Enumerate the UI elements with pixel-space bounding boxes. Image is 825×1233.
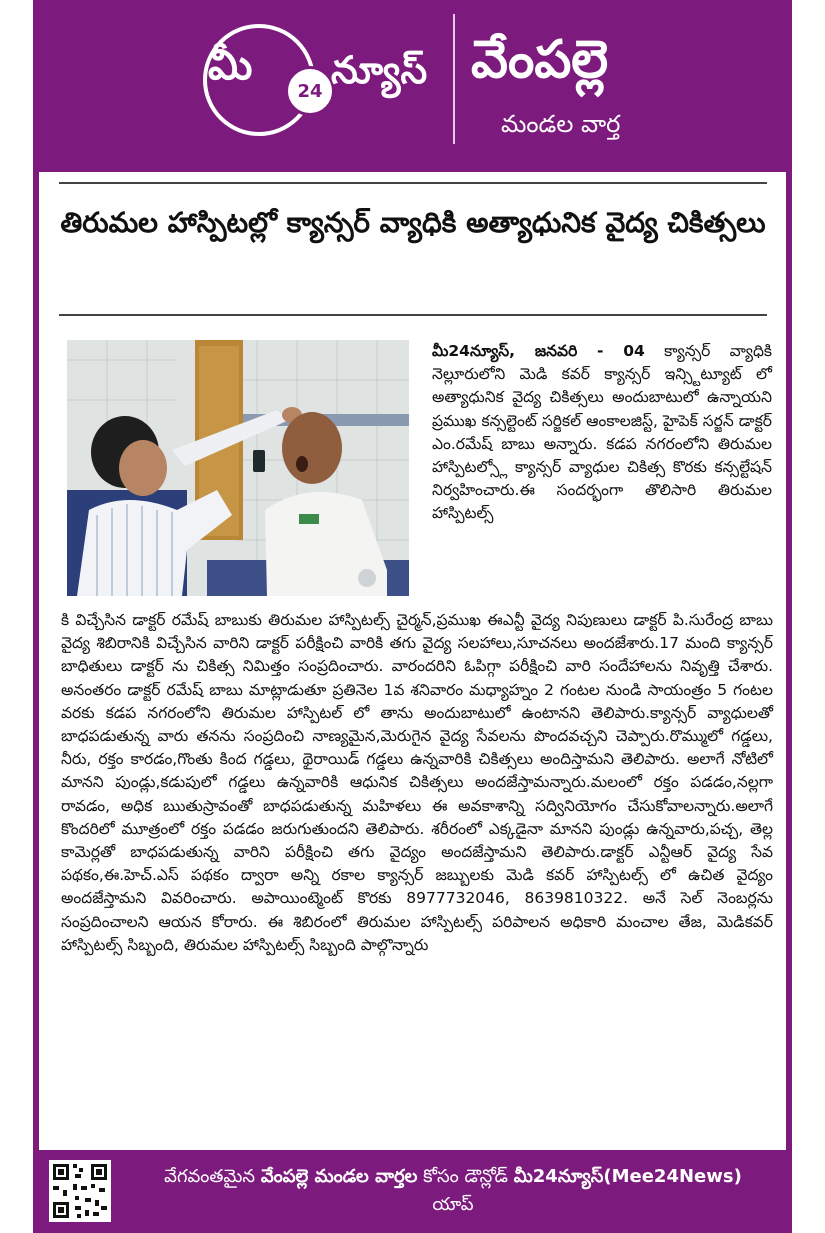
footer-bold-mandal: వేంపల్లె మండల వార్తల — [260, 1166, 418, 1187]
article-body-paragraph: కి విచ్చేసిన డాక్టర్ రమేష్ బాబుకు తిరుమల హాస్పిటల్స్ చైర్మన్,ప్రముఖ ఈఎన్టీ వైద్య నిపుణులు డాక్టర్ పి.సురేంద్ర బాబు వైద్య శిబిరానికి విచ్చేసిన వారిని డాక్టర్ పరీక్షించి వారికి తగు వైద్య సలహాలు,సూచనలు అందజేశారు.17 మంది క్యాన్సర్ బాధితులు డాక్టర్ ను చికిత్స నిమిత్తం సంప్రదించారు. వారందరిని ఓపిగ్గా పరీక్షించి వారి సందేహాలను నివృత్తి చేశారు. అనంతరం డాక్టర్ రమేష్ బాబు మాట్లాడుతూ ప్రతినెల 1వ శనివారం మధ్యాహ్నం 2 గంటల నుండి సాయంత్రం 5 గంటల వరకు కడప నగరంలోని తిరుమల హాస్పిటల్ లో తాను అందుబాటులో ఉంటానని తెలిపారు.క్యాన్సర్ వ్యాధులతో బాధపడుతున్న వారు తనను సంప్రదించి నాణ్యమైన,మెరుగైన వైద్య సేవలను పొందవచ్చని చెప్పారు.రొమ్ములో గడ్డలు, నీరు, రక్తం కారడం,గొంతు కింద గడ్డలు, థైరాయిడ్ గడ్డలు ఉన్నవారికి చికిత్సలు అందిస్తామని తెలిపారు. అలాగే నోటిలో మానని పుండ్లు,కడుపులో గడ్డలు ఉన్నవారికి ఆధునిక చికిత్సలు అందజేస్తామన్నారు.మలంలో రక్తం పడడం,నల్లగా రావడం, అధిక ఋతుస్రావంతో బాధపడుతున్న మహిళలు ఈ అవకాశాన్ని సద్వినియోగం చేసుకోవాలన్నారు.అలాగే కొందరిలో మూత్రంలో రక్తం పడడం జరుగుతుందని తెలిపారు. శరీరంలో ఎక్కడైనా మానని పుండ్లు ఉన్నవారు,పచ్చ, తెల్ల కామెర్లతో బాధపడుతున్న వారిని పరీక్షించి తగు వైద్యం అందజేస్తామని తెలిపారు.డాక్టర్ ఎన్టీఆర్ వైద్య సేవ పథకం,ఈ.హెచ్.ఎస్ పథకం ద్వారా అన్ని రకాల క్యాన్సర్ జబ్బులకు మెడి కవర్ హాస్పిటల్స్ లో ఉచిత వైద్యం అందజేస్తామని వివరించారు. అపాయింట్మెంట్ కొరకు 8977732046, 8639810322. అనే సెల్ నెంబర్లను సంప్రదించాలని ఆయన కోరారు. ఈ శిబిరంలో తిరుమల హాస్పిటల్స్ పరిపాలన అధికారి మంచాల తేజ, మెడికవర్ హాస్పిటల్స్ సిబ్బంది, తిరుమల హాస్పిటల్స్ సిబ్బంది పాల్గొన్నారు — [61, 611, 773, 954]
page-frame — [33, 0, 792, 1233]
qr-code-icon[interactable] — [49, 1160, 111, 1222]
article-lead-paragraph — [432, 340, 772, 526]
footer-pre-text: వేగవంతమైన — [164, 1166, 256, 1187]
footer-app-name[interactable]: మీ24న్యూస్(Mee24News) — [513, 1166, 742, 1187]
doctor-examining-patient-image — [67, 340, 409, 596]
headline-top-rule — [59, 182, 767, 184]
logo-24-clock-icon: 24 — [285, 66, 335, 116]
footer-app-word: యాప్ — [432, 1194, 474, 1215]
logo-mee-text: మీ — [208, 40, 253, 89]
article-photo — [67, 340, 409, 596]
headline-bottom-rule — [59, 314, 767, 316]
header-divider — [453, 14, 455, 144]
article-page — [39, 172, 786, 1150]
logo-news-text: న్యూస్ — [331, 48, 428, 92]
article-lead-text: క్యాన్సర్ వ్యాధికి నెల్లూరులోని మెడి కవర్ క్యాన్సర్ ఇన్స్టిట్యూట్ లో అత్యాధునిక వైద్య చికిత్సలు అందుబాటులో ఉన్నాయని ప్రముఖ కన్సల్టెంట్ సర్జికల్ ఆంకాలజిస్ట్, హైపెక్ సర్జన్ డాక్టర్ ఎం.రమేష్ బాబు అన్నారు. కడప నగరంలోని తిరుమల హాస్పిటల్స్లో క్యాన్సర్ వ్యాధుల చికిత్స కొరకు కన్సల్టేషన్ నిర్వహించారు.ఈ సందర్భంగా తొలిసారి తిరుమల హాస్పిటల్స్ — [432, 342, 772, 523]
footer-mid-text: కోసం డౌన్లోడ్ — [423, 1166, 508, 1187]
mandal-subtitle: మండల వార్త — [501, 110, 621, 138]
footer-promo-line — [123, 1166, 783, 1191]
masthead — [33, 0, 792, 170]
article-dateline: మీ24న్యూస్, జనవరి - 04 — [432, 342, 645, 360]
mandal-name: వేంపల్లె — [471, 30, 609, 90]
article-headline: తిరుమల హాస్పిటల్లో క్యాన్సర్ వ్యాధికి అత్యాధునిక వైద్య చికిత్సలు — [60, 206, 766, 239]
footer-banner — [33, 1150, 792, 1233]
